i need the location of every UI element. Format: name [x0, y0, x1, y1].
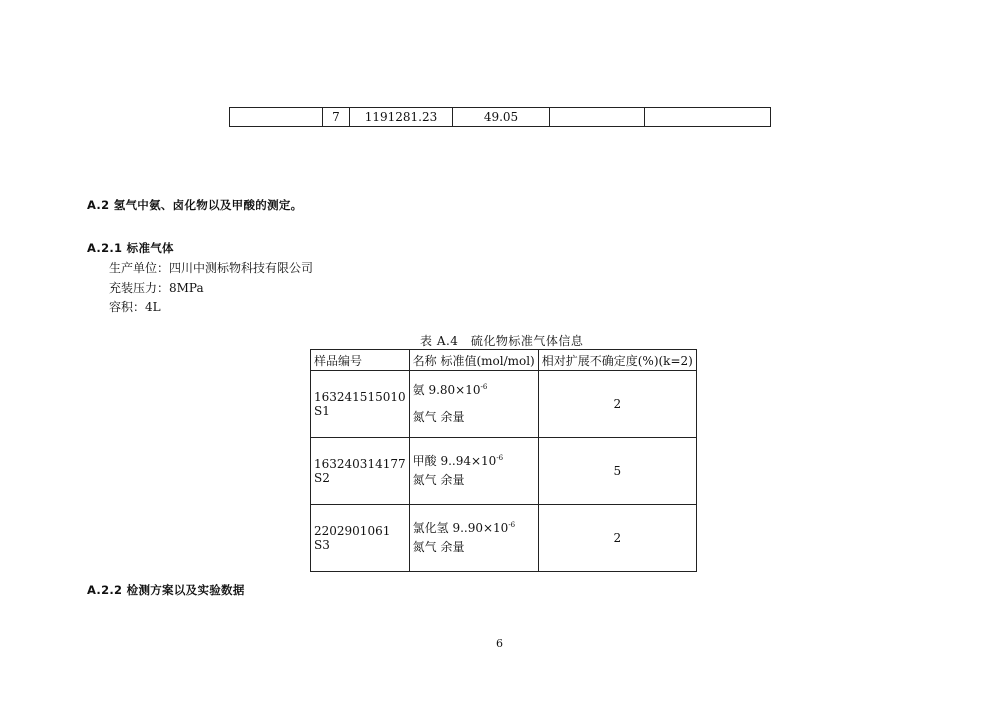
component-balance: 氮气 余量	[412, 473, 465, 487]
component-name: 氯化氢 9..90×10	[412, 520, 509, 535]
header-component: 名称 标准值(mol/mol)	[409, 350, 538, 371]
section-heading-a21: A.2.1 标准气体	[87, 241, 174, 255]
section-heading-a22: A.2.2 检测方案以及实验数据	[87, 583, 245, 597]
table-cell-blank-6	[645, 108, 771, 127]
table-row	[311, 371, 697, 438]
cell-sample-id: 163240314177 S2	[311, 438, 410, 505]
table-cell-index: 7	[323, 108, 350, 127]
info-producer: 生产单位：四川中测标物科技有限公司	[109, 261, 314, 275]
component-name: 氨 9.80×10	[412, 382, 481, 397]
section-heading-a2: A.2 氢气中氨、卤化物以及甲酸的测定。	[87, 198, 303, 212]
component-exponent: -6	[508, 520, 516, 529]
cell-sample-id: 2202901061 S3	[311, 505, 410, 572]
table-cell-blank-5	[550, 108, 645, 127]
table-caption: 表 A.4 硫化物标准气体信息	[420, 334, 584, 348]
table-row	[230, 108, 771, 127]
component-balance: 氮气 余量	[412, 410, 465, 424]
component-name: 甲酸 9..94×10	[412, 453, 497, 468]
table-cell-blank	[230, 108, 323, 127]
table-row	[311, 505, 697, 572]
page-number: 6	[496, 637, 503, 650]
info-volume: 容积：4L	[109, 300, 161, 314]
component-value	[413, 452, 535, 471]
spacer	[413, 400, 535, 408]
component-value	[413, 519, 535, 538]
info-pressure: 充装压力：8MPa	[109, 281, 204, 295]
table-cell-value2: 49.05	[453, 108, 550, 127]
component-exponent: -6	[480, 382, 488, 391]
header-sample-id: 样品编号	[311, 350, 410, 371]
cell-component	[409, 371, 538, 438]
table-row	[311, 438, 697, 505]
table-cell-value: 1191281.23	[350, 108, 453, 127]
cell-component	[409, 438, 538, 505]
table-header-row	[311, 350, 697, 371]
component-balance: 氮气 余量	[412, 540, 465, 554]
component-exponent: -6	[496, 453, 504, 462]
cell-sample-id: 163241515010 S1	[311, 371, 410, 438]
header-uncertainty: 相对扩展不确定度(%)(k=2)	[538, 350, 696, 371]
cell-uncertainty: 5	[538, 438, 696, 505]
cell-uncertainty: 2	[538, 371, 696, 438]
continued-data-table	[229, 107, 771, 127]
cell-uncertainty: 2	[538, 505, 696, 572]
standard-gas-table	[310, 349, 697, 572]
cell-component	[409, 505, 538, 572]
component-value	[413, 381, 535, 400]
